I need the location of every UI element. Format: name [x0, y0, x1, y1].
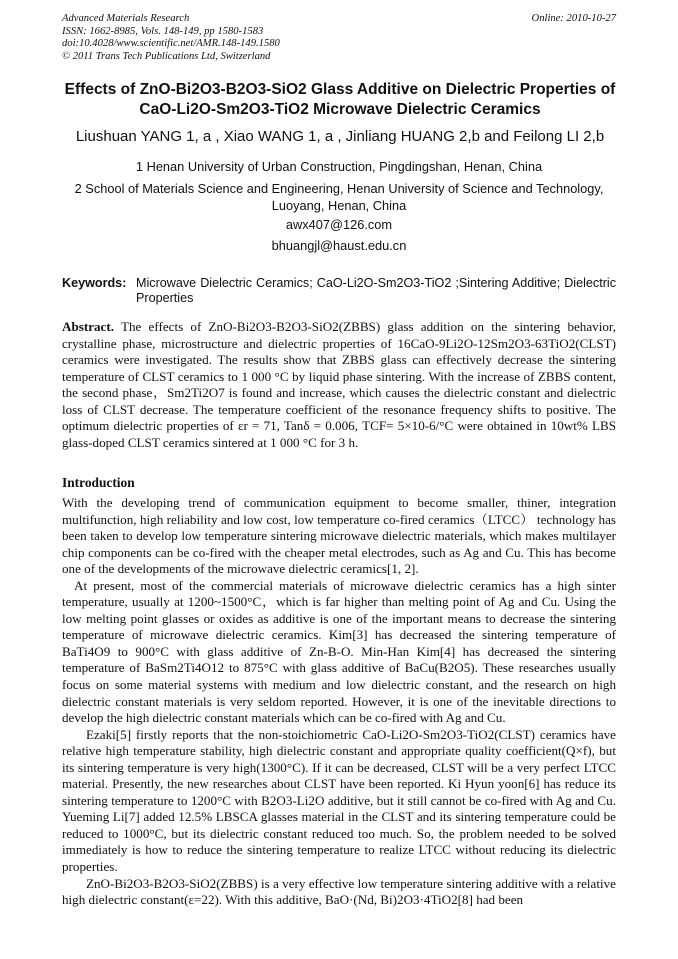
affiliation-2: [62, 181, 616, 214]
title-line-2: CaO-Li2O-Sm2O3-TiO2 Microwave Dielectric Ceramics: [139, 101, 541, 118]
abstract-text: The effects of ZnO-Bi2O3-B2O3-SiO2(ZBBS) glass addition on the sintering behavior, crystalline phase, microstructure and dielectric properties of 16CaO-9Li2O-12Sm2O3-63TiO2(CLST) ceramics were investigated. The results show that ZBBS glass can effectively decrease the sintering temperature of CLST ceramics to 1 000 °C by liquid phase sintering. With the increase of ZBBS content, the second phase，Sm2Ti2O7 is found and increase, which causes the dielectric constant and dielectric loss of CLST decrease. The temperature coefficient of the resonance frequency shifts to positive. The optimum dielectric properties of εr = 71, Tanδ = 0.006, TCF= 5×10-6/°C were obtained in 10wt% LBS glass-doped CLST ceramics sintered at 1 000 °C for 3 h.: [62, 319, 617, 450]
journal-name: Advanced Materials Research: [62, 13, 190, 24]
keywords-block: [62, 276, 616, 306]
affiliation-1: 1 Henan University of Urban Construction, Pingdingshan, Henan, China: [135, 159, 543, 174]
title-line-1: Effects of ZnO-Bi2O3-B2O3-SiO2 Glass Additive on Dielectric Properties of: [64, 81, 616, 98]
doi-line[interactable]: doi:10.4028/www.scientific.net/AMR.148-149.1580: [62, 38, 280, 50]
copyright-line: © 2011 Trans Tech Publications Ltd, Switzerland: [62, 50, 271, 62]
keywords-text-line-2: Properties: [136, 291, 194, 305]
introduction-body: [62, 495, 616, 909]
keywords-text-line-1: Microwave Dielectric Ceramics; CaO-Li2O-Sm2O3-TiO2 ;Sintering Additive; Dielectric: [136, 276, 616, 290]
abstract: [62, 319, 616, 451]
affiliation-2-line-2: Luoyang, Henan, China: [271, 197, 407, 213]
online-date: Online: 2010-10-27: [531, 13, 616, 24]
keywords-label: Keywords:: [62, 276, 127, 290]
journal-header: [62, 13, 616, 63]
email-a[interactable]: awx407@126.com: [285, 217, 393, 232]
intro-paragraph-1: With the developing trend of communication equipment to become smaller, thiner, integration multifunction, high reliability and low cost, low temperature co-fired ceramics（LTCC） technology has been taken to develop low temperature sintering microwave dielectric materials, which makes multilayer chip components can be co-fired with the cheaper metal electrodes, such as Ag and Cu. This has become one of the developments of the microwave dielectric ceramics[1, 2].: [62, 495, 616, 577]
affiliation-2-line-1: 2 School of Materials Science and Engineering, Henan University of Science and Technology,: [74, 181, 604, 196]
abstract-label: Abstract.: [62, 319, 114, 334]
intro-paragraph-2: At present, most of the commercial materials of microwave dielectric ceramics has a high sinter temperature, usually at 1200~1500°C，which is far higher than melting point of Ag and Cu. Using the low melting point glasses or oxides as additive is one of the important means to decrease the sintering temperature of microwave dielectric ceramics. Kim[3] has decreased the sintering temperature of BaTi4O9 to 900°C with glass additive of Zn-B-O. Min-Han Kim[4] has decreased the sintering temperature of BaSm2Ti4O12 to 875°C with glass additive of BaCu(B2O5). These researches usually focus on some material systems with medium and low dielectric constant, and the research on high dielectric constant materials is very seldom reported. However, it is one of the inevitable directions to develop the high dielectric constant materials which can be co-fired with Ag and Cu.: [62, 577, 616, 726]
author-list: Liushuan YANG 1, a , Xiao WANG 1, a , Jinliang HUANG 2,b and Feilong LI 2,b: [75, 128, 605, 145]
intro-paragraph-4: ZnO-Bi2O3-B2O3-SiO2(ZBBS) is a very effective low temperature sintering additive with a relative high dielectric constant(ε=22). With this additive, BaO·(Nd, Bi)2O3·4TiO2[8] had been: [62, 875, 616, 908]
intro-paragraph-3: Ezaki[5] firstly reports that the non-stoichiometric CaO-Li2O-Sm2O3-TiO2(CLST) ceramics have relative high temperature stability, high dielectric constant and appropriate quality coefficient(Q×f), but its sintering temperature is very high(1300°C). If it can be decreased, CLST will be a very perfect LTCC material. Presently, the new researches about CLST have been reported. Ki Hyun yoon[6] has reduce its sintering temperature to 1200°C with B2O3-Li2O additive, but it still cannot be co-fired with Ag and Cu. Yueming Li[7] added 12.5% LBSCA glasses material in the CLST and its sintering temperature could be reduced to 1000°C, but its dielectric constant reduced too much. So, the problem needed to be solved immediately is how to reduce the sintering temperature to realize LTCC without reducing its dielectric properties.: [62, 726, 616, 875]
paper-title: [40, 80, 640, 120]
email-b[interactable]: bhuangjl@haust.edu.cn: [271, 238, 407, 253]
section-heading-introduction: Introduction: [62, 475, 135, 490]
issn-line: ISSN: 1662-8985, Vols. 148-149, pp 1580-1583: [62, 25, 264, 37]
